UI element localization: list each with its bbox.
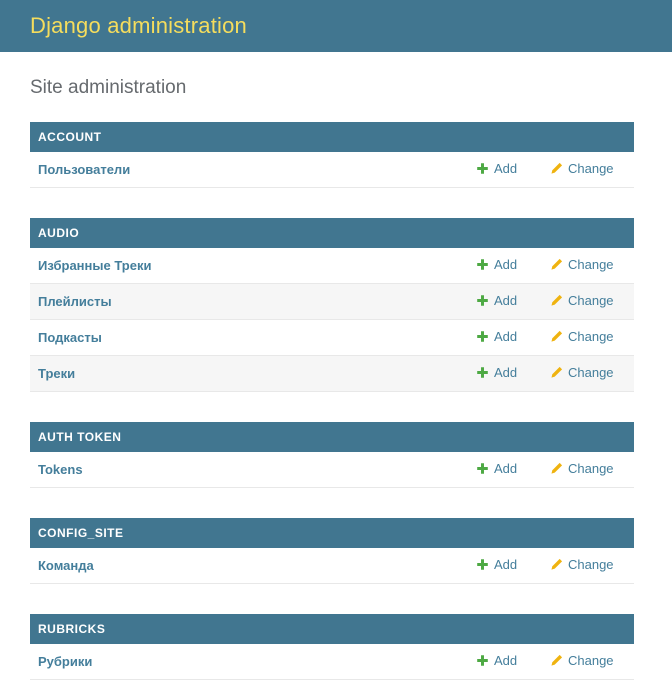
add-cell [476, 461, 524, 478]
add-link[interactable] [476, 161, 517, 176]
change-link[interactable] [550, 461, 614, 476]
model-link[interactable]: Треки [38, 366, 76, 381]
change-cell [550, 293, 616, 310]
add-cell [476, 653, 524, 670]
app-module [30, 218, 634, 392]
add-link-label: Add [494, 257, 518, 272]
modules [30, 122, 672, 680]
pencil-icon [550, 330, 563, 343]
site-title-link[interactable]: Django administration [30, 13, 247, 38]
add-link[interactable] [476, 653, 517, 668]
change-cell [550, 365, 616, 382]
change-link-label: Change [568, 293, 614, 308]
add-link[interactable] [476, 461, 517, 476]
add-link-label: Add [494, 557, 518, 572]
app-caption[interactable]: ACCOUNT [30, 122, 634, 152]
model-row [30, 320, 634, 356]
plus-icon [476, 366, 489, 379]
add-cell [476, 161, 524, 178]
change-cell [550, 557, 616, 574]
model-row [30, 152, 634, 188]
pencil-icon [550, 654, 563, 667]
model-row [30, 356, 634, 392]
add-link-label: Add [494, 293, 518, 308]
app-caption[interactable]: AUDIO [30, 218, 634, 248]
page-title: Site administration [30, 77, 187, 98]
change-cell [550, 329, 616, 346]
change-link-label: Change [568, 365, 614, 380]
add-link-label: Add [494, 461, 518, 476]
add-link[interactable] [476, 257, 517, 272]
change-link-label: Change [568, 161, 614, 176]
change-cell [550, 257, 616, 274]
add-cell [476, 365, 524, 382]
add-link-label: Add [494, 161, 518, 176]
pencil-icon [550, 162, 563, 175]
pencil-icon [550, 462, 563, 475]
app-module [30, 122, 634, 188]
change-link[interactable] [550, 653, 614, 668]
model-row [30, 548, 634, 584]
change-cell [550, 461, 616, 478]
change-cell [550, 161, 616, 178]
admin-header [0, 0, 672, 52]
pencil-icon [550, 294, 563, 307]
plus-icon [476, 162, 489, 175]
change-link[interactable] [550, 293, 614, 308]
plus-icon [476, 330, 489, 343]
content-area [0, 52, 672, 680]
add-link[interactable] [476, 329, 517, 344]
change-link[interactable] [550, 365, 614, 380]
model-link[interactable]: Избранные Треки [38, 258, 152, 273]
change-link[interactable] [550, 257, 614, 272]
add-link-label: Add [494, 653, 518, 668]
change-link[interactable] [550, 329, 614, 344]
app-module [30, 518, 634, 584]
plus-icon [476, 462, 489, 475]
model-row [30, 284, 634, 320]
model-row [30, 248, 634, 284]
app-caption[interactable]: RUBRICKS [30, 614, 634, 644]
model-link[interactable]: Подкасты [38, 330, 102, 345]
model-link[interactable]: Tokens [38, 462, 83, 477]
plus-icon [476, 258, 489, 271]
app-module [30, 614, 634, 680]
model-row [30, 644, 634, 680]
pencil-icon [550, 366, 563, 379]
change-link-label: Change [568, 257, 614, 272]
change-link-label: Change [568, 557, 614, 572]
add-link-label: Add [494, 329, 518, 344]
add-cell [476, 557, 524, 574]
add-cell [476, 293, 524, 310]
add-link[interactable] [476, 293, 517, 308]
change-link-label: Change [568, 461, 614, 476]
change-link[interactable] [550, 161, 614, 176]
add-cell [476, 329, 524, 346]
add-cell [476, 257, 524, 274]
model-link[interactable]: Пользователи [38, 162, 131, 177]
change-link-label: Change [568, 653, 614, 668]
model-link[interactable]: Команда [38, 558, 94, 573]
add-link-label: Add [494, 365, 518, 380]
app-caption[interactable]: CONFIG_SITE [30, 518, 634, 548]
app-module [30, 422, 634, 488]
pencil-icon [550, 558, 563, 571]
change-link-label: Change [568, 329, 614, 344]
model-link[interactable]: Плейлисты [38, 294, 112, 309]
app-caption[interactable]: AUTH TOKEN [30, 422, 634, 452]
change-link[interactable] [550, 557, 614, 572]
add-link[interactable] [476, 365, 517, 380]
plus-icon [476, 294, 489, 307]
model-row [30, 452, 634, 488]
plus-icon [476, 558, 489, 571]
pencil-icon [550, 258, 563, 271]
model-link[interactable]: Рубрики [38, 654, 93, 669]
plus-icon [476, 654, 489, 667]
change-cell [550, 653, 616, 670]
add-link[interactable] [476, 557, 517, 572]
